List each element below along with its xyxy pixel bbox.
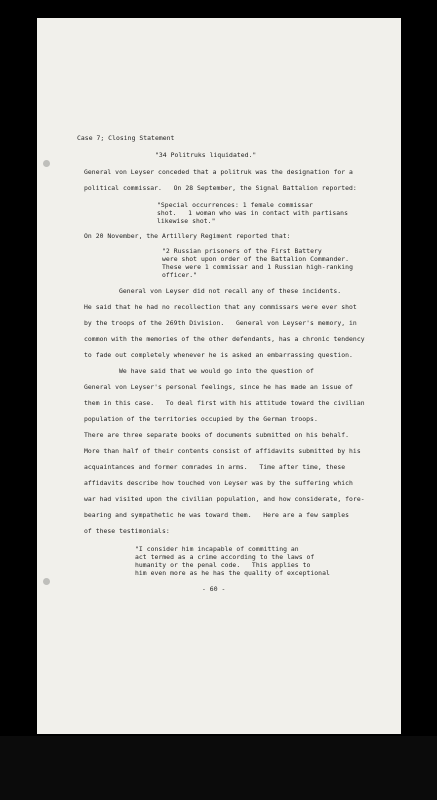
text-line: war had visited upon the civilian population, and how considerate, fore- <box>84 495 365 503</box>
text-line: were shot upon order of the Battalion Commander. <box>162 255 350 263</box>
text-line: officer." <box>162 271 198 279</box>
text-line: them in this case. To deal first with his attitude toward the civilian <box>84 399 365 407</box>
page-number: - 60 - <box>202 585 226 593</box>
text-line: These were 1 commissar and 1 Russian high-ranking <box>162 263 353 271</box>
text-line: acquaintances and former comrades in arms. Time after time, these <box>84 463 346 471</box>
text-line: General von Leyser's personal feelings, since he has made an issue of <box>84 383 353 391</box>
text-line: population of the territories occupied by the German troops. <box>84 415 318 423</box>
text-line: affidavits describe how touched von Leyser was by the suffering which <box>84 479 353 487</box>
text-line: shot. 1 woman who was in contact with partisans <box>157 209 348 217</box>
document-page <box>37 18 401 734</box>
text-line: More than half of their contents consist of affidavits submitted by his <box>84 447 361 455</box>
text-line: likewise shot." <box>157 217 216 225</box>
text-line: political commissar. On 28 September, the Signal Battalion reported: <box>84 184 357 192</box>
text-line: General von Leyser did not recall any of these incidents. <box>119 287 342 295</box>
text-line: him even more as he has the quality of exceptional <box>135 569 330 577</box>
text-line: We have said that we would go into the question of <box>119 367 314 375</box>
text-line: common with the memories of the other defendants, has a chronic tendency <box>84 335 365 343</box>
text-line: General von Leyser conceded that a politruk was the designation for a <box>84 168 353 176</box>
text-line: "Special occurrences: 1 female commissar <box>157 201 313 209</box>
punch-hole <box>43 578 50 585</box>
text-line: humanity or the penal code. This applies to <box>135 561 311 569</box>
text-line: bearing and sympathetic he was toward them. Here are a few samples <box>84 511 350 519</box>
scan-border <box>0 736 437 800</box>
text-line: act termed as a crime according to the laws of <box>135 553 315 561</box>
text-line: On 20 November, the Artillery Regiment reported that: <box>84 232 291 240</box>
quote-title: "34 Politruks liquidated." <box>155 151 257 159</box>
text-line: of these testimonials: <box>84 527 170 535</box>
punch-hole <box>43 160 50 167</box>
text-line: "I consider him incapable of committing an <box>135 545 299 553</box>
text-line: He said that he had no recollection that any commissars were ever shot <box>84 303 357 311</box>
text-line: "2 Russian prisoners of the First Battery <box>162 247 322 255</box>
text-line: to fade out completely whenever he is asked an embarrassing question. <box>84 351 353 359</box>
page-header: Case 7; Closing Statement <box>77 134 175 142</box>
text-line: by the troops of the 269th Division. General von Leyser's memory, in <box>84 319 357 327</box>
text-line: There are three separate books of documents submitted on his behalf. <box>84 431 350 439</box>
